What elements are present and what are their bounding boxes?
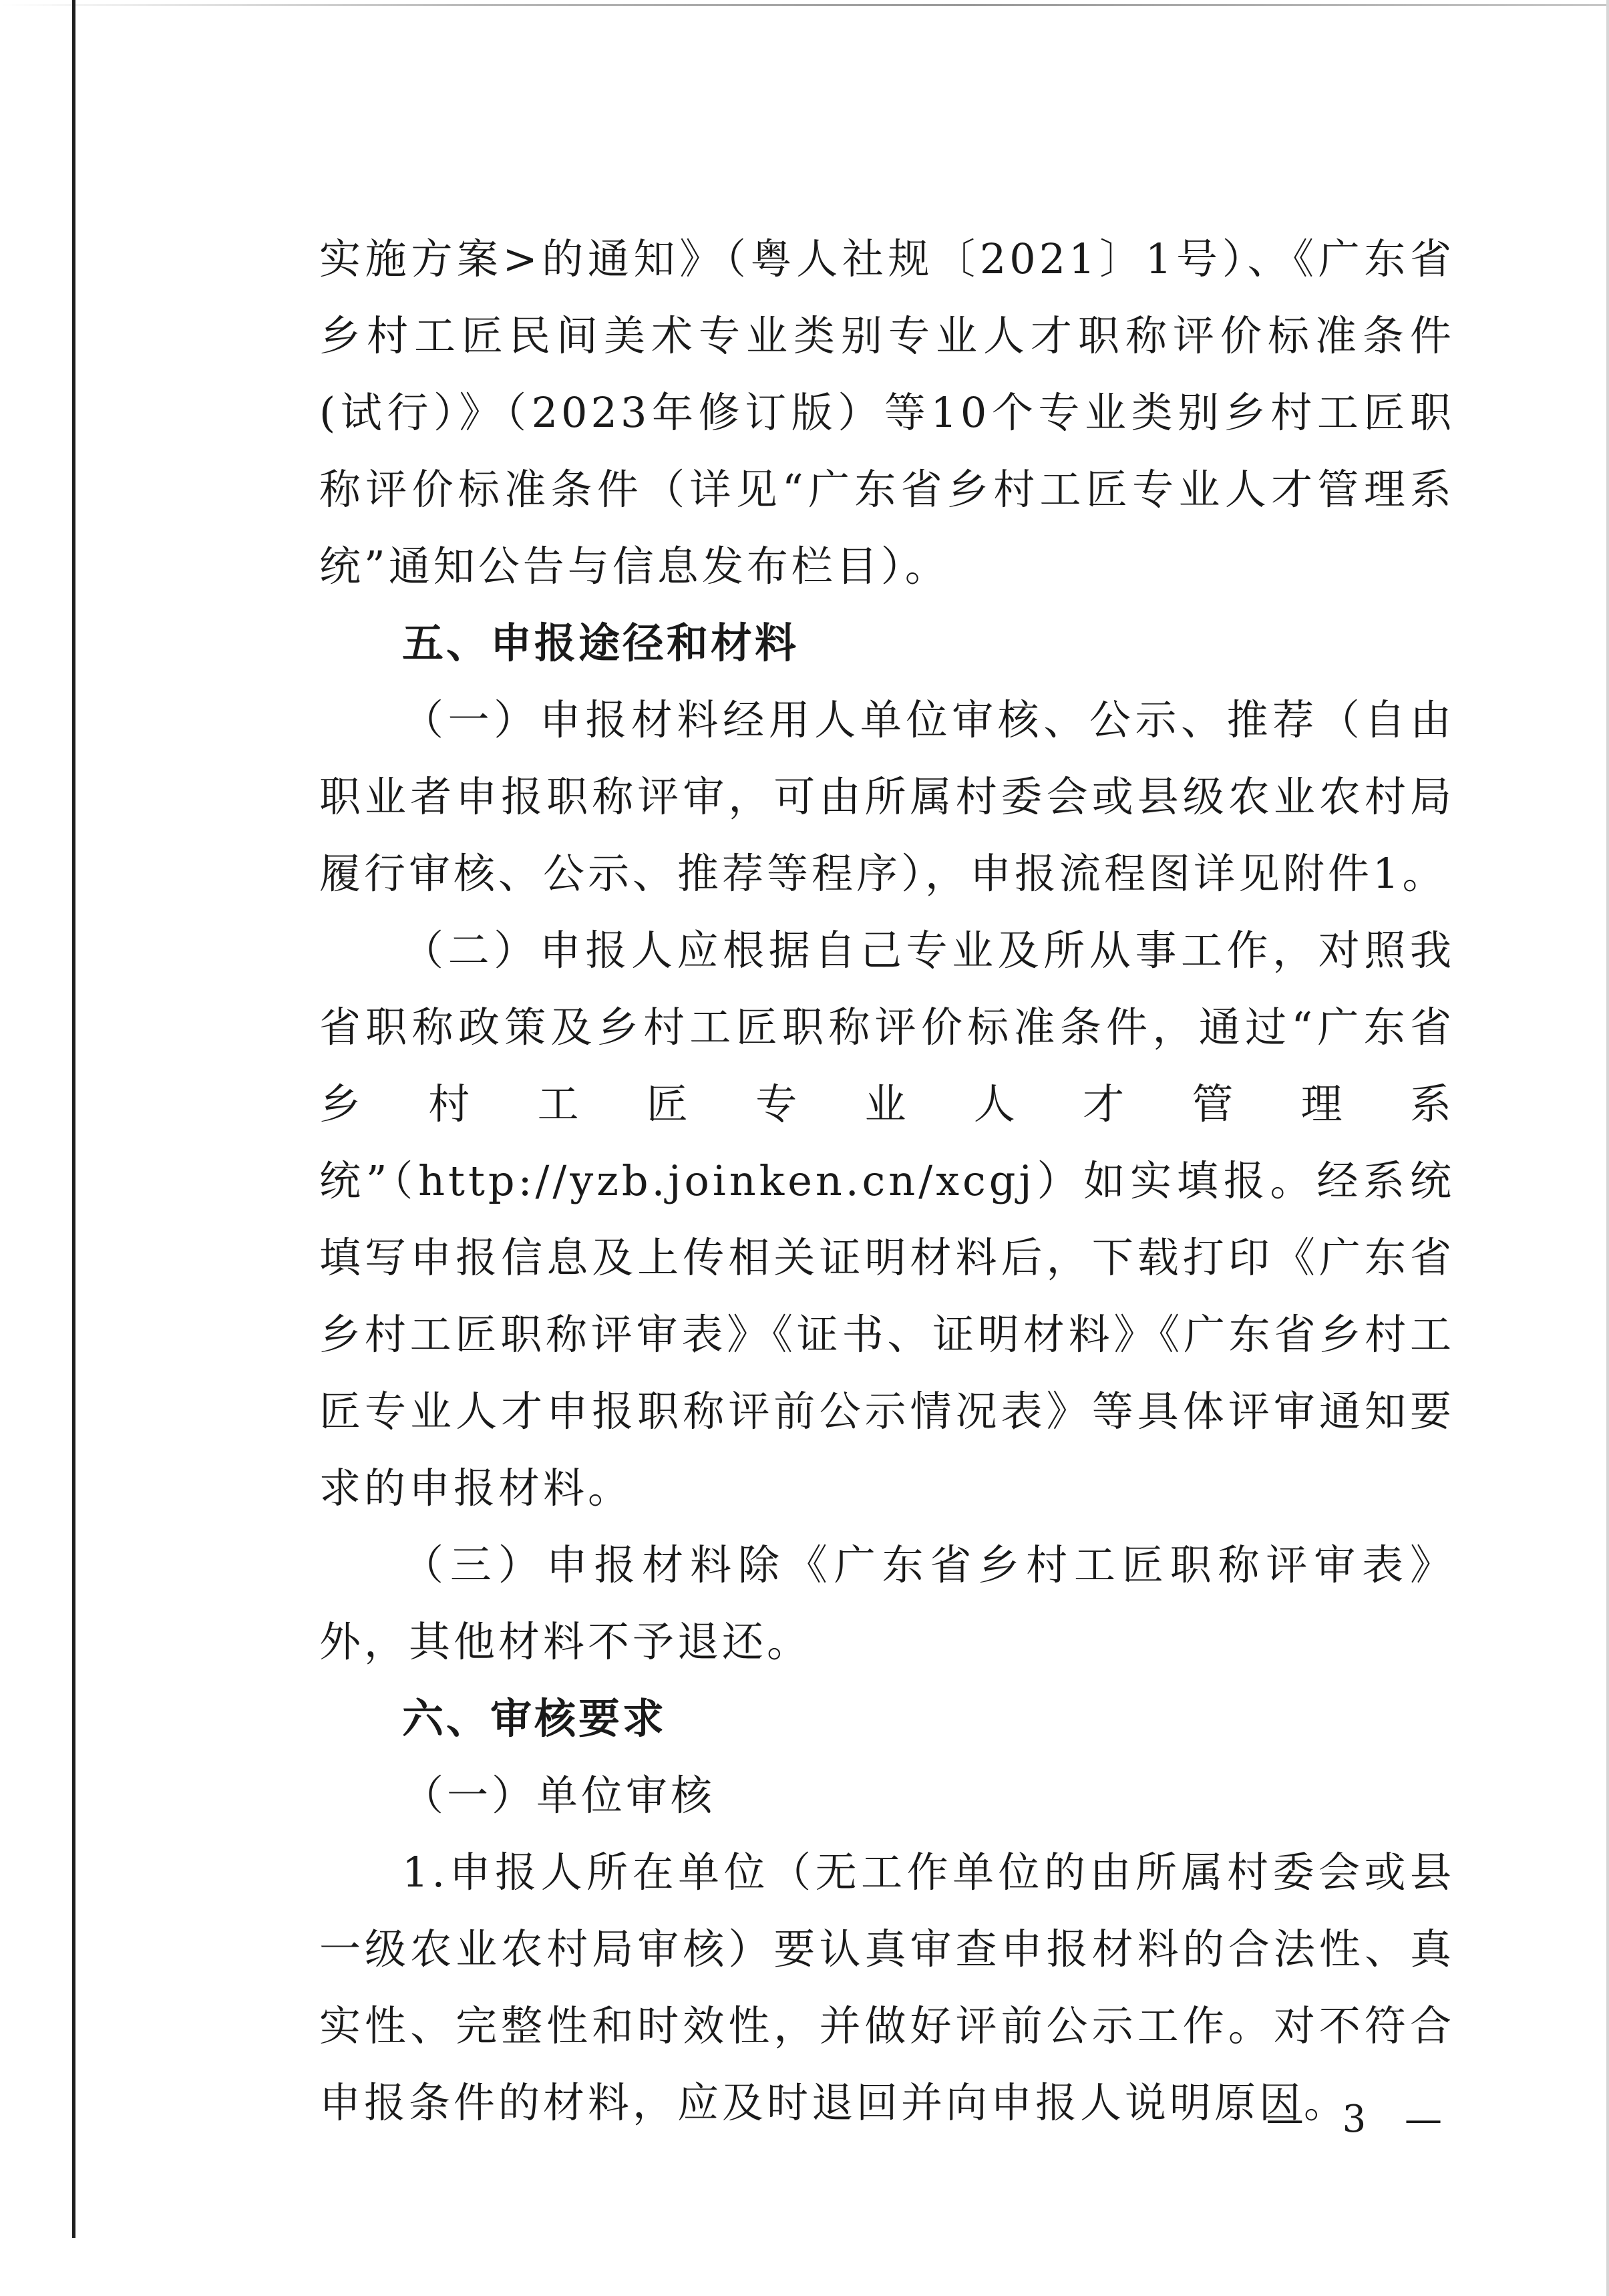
heading-section-5: 五、申报途径和材料 (402, 619, 799, 667)
scan-right-edge (1606, 0, 1609, 2296)
paragraph-5-3: （三）申报材料除《广东省乡村工匠职称评审表》外，其他材料不予退还。 (319, 1540, 1455, 1666)
paragraph-5-1: （一）申报材料经用人单位审核、公示、推荐（自由职业者申报职称评审，可由所属村委会或县级农业农村局履行审核、公示、推荐等程序），申报流程图详见附件1。 (319, 695, 1455, 898)
paragraph-standards-reference: 实施方案>的通知》（粤人社规〔2021〕1号）、《广东省乡村工匠民间美术专业类别专业人才职称评价标准条件(试行）》（2023年修订版）等10个专业类别乡村工匠职称评价标准条件（详见“广东省乡村工匠专业人才管理系统”通知公告与信息发布栏目）。 (319, 234, 1455, 591)
document-body (319, 220, 1455, 2141)
paragraph-5-2: （二）申报人应根据自己专业及所从事工作，对照我省职称政策及乡村工匠职称评价标准条件，通过“广东省乡村工匠专业人才管理系统”（http://yzb.joinken.cn/xcgj）如实填报。经系统填写申报信息及上传相关证明材料后，下载打印《广东省乡村工匠职称评审表》《证书、证明材料》《广东省乡村工匠专业人才申报职称评前公示情况表》等具体评审通知要求的申报材料。 (319, 926, 1455, 1512)
paragraph-6-1-1: 1.申报人所在单位（无工作单位的由所属村委会或县一级农业农村局审核）要认真审查申报材料的合法性、真实性、完整性和时效性，并做好评前公示工作。对不符合申报条件的材料，应及时退回并向申报人说明原因。 (319, 1848, 1455, 2127)
subheading-6-1: （一）单位审核 (402, 1771, 716, 1820)
heading-section-6: 六、审核要求 (402, 1694, 667, 1743)
page-number: — 3 — (1266, 2098, 1455, 2141)
scan-top-edge (0, 4, 1609, 6)
scan-left-edge (72, 0, 75, 2238)
